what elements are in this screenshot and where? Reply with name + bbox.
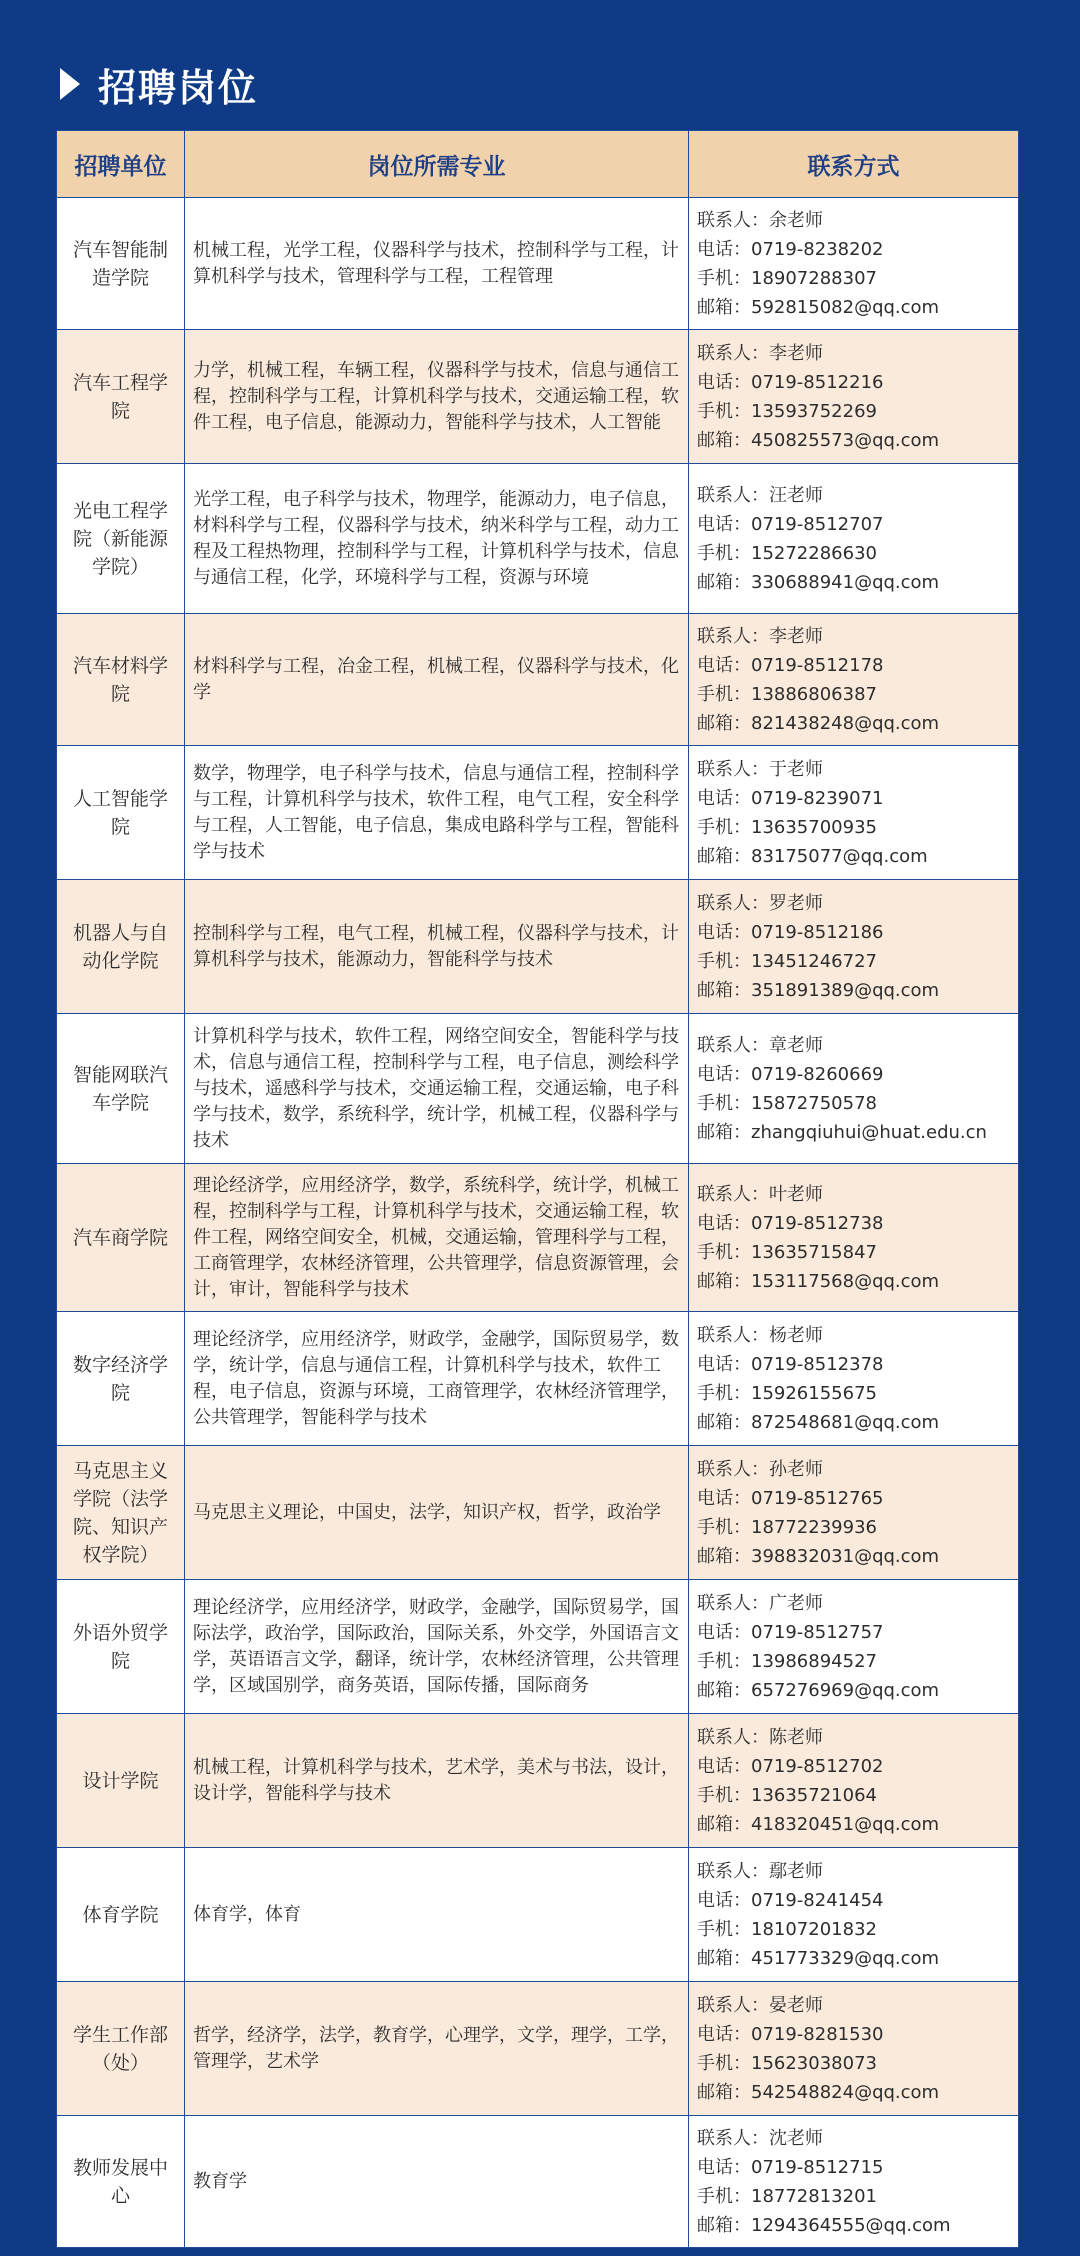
contact-phone-value: 0719-8512702 bbox=[751, 1755, 884, 1777]
contact-email-value[interactable]: 83175077@qq.com bbox=[751, 845, 928, 867]
table-row bbox=[57, 1014, 1019, 1164]
contact-mobile-line bbox=[697, 1513, 1010, 1542]
contact-phone-label: 电话： bbox=[697, 371, 751, 393]
contact-cell bbox=[689, 1714, 1019, 1848]
contact-person-value: 李老师 bbox=[769, 342, 823, 364]
required-majors-cell: 数学，物理学，电子科学与技术，信息与通信工程，控制科学与工程，计算机科学与技术，软件工程，电气工程，安全科学与工程，人工智能，电子信息，集成电路科学与工程，智能科学与技术 bbox=[185, 746, 689, 880]
contact-email-line bbox=[697, 1408, 1010, 1437]
contact-email-line bbox=[697, 568, 1010, 597]
contact-person-line bbox=[697, 1991, 1010, 2020]
contact-email-line bbox=[697, 842, 1010, 871]
contact-email-value[interactable]: 330688941@qq.com bbox=[751, 571, 940, 593]
contact-phone-value: 0719-8512378 bbox=[751, 1353, 884, 1375]
contact-mobile-label: 手机： bbox=[697, 1918, 751, 1940]
contact-mobile-label: 手机： bbox=[697, 2052, 751, 2074]
contact-mobile-label: 手机： bbox=[697, 950, 751, 972]
contact-person-line bbox=[697, 1857, 1010, 1886]
contact-mobile-label: 手机： bbox=[697, 816, 751, 838]
table-row bbox=[57, 880, 1019, 1014]
contact-email-label: 邮箱： bbox=[697, 2081, 751, 2103]
required-majors-cell: 力学，机械工程，车辆工程，仪器科学与技术，信息与通信工程，控制科学与工程，计算机科学与技术，交通运输工程，软件工程，电子信息，能源动力，智能科学与技术，人工智能 bbox=[185, 330, 689, 464]
contact-person-value: 杨老师 bbox=[769, 1324, 823, 1346]
contact-person-line bbox=[697, 622, 1010, 651]
contact-email-value[interactable]: 542548824@qq.com bbox=[751, 2081, 940, 2103]
contact-person-label: 联系人： bbox=[697, 1994, 769, 2016]
contact-email-value[interactable]: 351891389@qq.com bbox=[751, 979, 940, 1001]
contact-phone-line bbox=[697, 1618, 1010, 1647]
contact-email-value[interactable]: 153117568@qq.com bbox=[751, 1270, 940, 1292]
contact-phone-value: 0719-8239071 bbox=[751, 787, 884, 809]
contact-phone-line bbox=[697, 1209, 1010, 1238]
recruiting-unit-cell: 外语外贸学院 bbox=[57, 1580, 185, 1714]
contact-mobile-line bbox=[697, 1781, 1010, 1810]
contact-mobile-value: 15926155675 bbox=[751, 1382, 877, 1404]
contact-person-line bbox=[697, 889, 1010, 918]
contact-email-label: 邮箱： bbox=[697, 571, 751, 593]
contact-person-label: 联系人： bbox=[697, 342, 769, 364]
contact-phone-line bbox=[697, 1886, 1010, 1915]
recruiting-unit-cell: 汽车工程学院 bbox=[57, 330, 185, 464]
contact-person-value: 鄢老师 bbox=[769, 1860, 823, 1882]
table-row bbox=[57, 1446, 1019, 1580]
contact-phone-value: 0719-8512757 bbox=[751, 1621, 884, 1643]
contact-mobile-value: 15623038073 bbox=[751, 2052, 877, 2074]
contact-phone-value: 0719-8512738 bbox=[751, 1212, 884, 1234]
table-row bbox=[57, 1312, 1019, 1446]
contact-email-value[interactable]: 398832031@qq.com bbox=[751, 1545, 940, 1567]
contact-mobile-line bbox=[697, 947, 1010, 976]
contact-phone-value: 0719-8512765 bbox=[751, 1487, 884, 1509]
contact-phone-label: 电话： bbox=[697, 1621, 751, 1643]
required-majors-cell: 机械工程，光学工程，仪器科学与技术，控制科学与工程，计算机科学与技术，管理科学与工程，工程管理 bbox=[185, 198, 689, 330]
contact-email-label: 邮箱： bbox=[697, 845, 751, 867]
contact-email-line bbox=[697, 1542, 1010, 1571]
contact-phone-label: 电话： bbox=[697, 1063, 751, 1085]
contact-cell bbox=[689, 1446, 1019, 1580]
contact-person-label: 联系人： bbox=[697, 892, 769, 914]
recruiting-unit-cell: 汽车智能制造学院 bbox=[57, 198, 185, 330]
required-majors-cell: 材料科学与工程，冶金工程，机械工程，仪器科学与技术，化学 bbox=[185, 614, 689, 746]
contact-phone-value: 0719-8241454 bbox=[751, 1889, 884, 1911]
contact-phone-line bbox=[697, 651, 1010, 680]
table-row bbox=[57, 1714, 1019, 1848]
contact-phone-label: 电话： bbox=[697, 1487, 751, 1509]
table-row bbox=[57, 464, 1019, 614]
contact-email-value[interactable]: 821438248@qq.com bbox=[751, 712, 940, 734]
contact-phone-line bbox=[697, 510, 1010, 539]
contact-person-value: 孙老师 bbox=[769, 1458, 823, 1480]
recruiting-unit-cell: 数字经济学院 bbox=[57, 1312, 185, 1446]
contact-phone-line bbox=[697, 2153, 1010, 2182]
section-header bbox=[60, 56, 258, 112]
contact-mobile-value: 18107201832 bbox=[751, 1918, 877, 1940]
table-row bbox=[57, 2116, 1019, 2248]
contact-email-value[interactable]: 450825573@qq.com bbox=[751, 429, 940, 451]
contact-mobile-line bbox=[697, 264, 1010, 293]
contact-email-label: 邮箱： bbox=[697, 712, 751, 734]
table-row bbox=[57, 330, 1019, 464]
column-header-contact: 联系方式 bbox=[689, 131, 1019, 198]
contact-cell bbox=[689, 1312, 1019, 1446]
contact-email-label: 邮箱： bbox=[697, 429, 751, 451]
contact-phone-value: 0719-8512178 bbox=[751, 654, 884, 676]
contact-mobile-value: 13635700935 bbox=[751, 816, 877, 838]
contact-mobile-label: 手机： bbox=[697, 267, 751, 289]
contact-phone-label: 电话： bbox=[697, 1353, 751, 1375]
contact-person-label: 联系人： bbox=[697, 625, 769, 647]
contact-mobile-line bbox=[697, 813, 1010, 842]
required-majors-cell: 哲学，经济学，法学，教育学，心理学，文学，理学，工学，管理学，艺术学 bbox=[185, 1982, 689, 2116]
contact-phone-label: 电话： bbox=[697, 1212, 751, 1234]
table-row bbox=[57, 1580, 1019, 1714]
contact-mobile-line bbox=[697, 1238, 1010, 1267]
contact-phone-label: 电话： bbox=[697, 2156, 751, 2178]
contact-cell bbox=[689, 1580, 1019, 1714]
contact-mobile-label: 手机： bbox=[697, 1784, 751, 1806]
contact-mobile-line bbox=[697, 2049, 1010, 2078]
contact-email-label: 邮箱： bbox=[697, 1545, 751, 1567]
contact-phone-line bbox=[697, 784, 1010, 813]
contact-mobile-line bbox=[697, 680, 1010, 709]
contact-email-label: 邮箱： bbox=[697, 296, 751, 318]
contact-phone-label: 电话： bbox=[697, 513, 751, 535]
contact-person-value: 晏老师 bbox=[769, 1994, 823, 2016]
contact-phone-label: 电话： bbox=[697, 1755, 751, 1777]
contact-cell bbox=[689, 614, 1019, 746]
contact-phone-value: 0719-8260669 bbox=[751, 1063, 884, 1085]
contact-person-label: 联系人： bbox=[697, 1860, 769, 1882]
contact-email-label: 邮箱： bbox=[697, 1813, 751, 1835]
contact-cell bbox=[689, 330, 1019, 464]
contact-mobile-value: 13635715847 bbox=[751, 1241, 877, 1263]
contact-mobile-line bbox=[697, 1089, 1010, 1118]
contact-mobile-line bbox=[697, 539, 1010, 568]
required-majors-cell: 教育学 bbox=[185, 2116, 689, 2248]
table-row bbox=[57, 1848, 1019, 1982]
contact-person-line bbox=[697, 1455, 1010, 1484]
required-majors-cell: 理论经济学，应用经济学，财政学，金融学，国际贸易学，数学，统计学，信息与通信工程，计算机科学与技术，软件工程，电子信息，资源与环境，工商管理学，农林经济管理学，公共管理学，智能科学与技术 bbox=[185, 1312, 689, 1446]
contact-phone-line bbox=[697, 1350, 1010, 1379]
contact-person-value: 广老师 bbox=[769, 1592, 823, 1614]
triangle-icon bbox=[60, 68, 80, 100]
contact-phone-value: 0719-8512186 bbox=[751, 921, 884, 943]
contact-person-value: 余老师 bbox=[769, 209, 823, 231]
contact-phone-line bbox=[697, 918, 1010, 947]
contact-mobile-value: 18907288307 bbox=[751, 267, 877, 289]
contact-email-line bbox=[697, 1118, 1010, 1147]
contact-person-line bbox=[697, 755, 1010, 784]
required-majors-cell: 控制科学与工程，电气工程，机械工程，仪器科学与技术，计算机科学与技术，能源动力，智能科学与技术 bbox=[185, 880, 689, 1014]
contact-mobile-label: 手机： bbox=[697, 683, 751, 705]
recruiting-unit-cell: 体育学院 bbox=[57, 1848, 185, 1982]
required-majors-cell: 体育学，体育 bbox=[185, 1848, 689, 1982]
contact-email-line bbox=[697, 2211, 1010, 2240]
contact-email-label: 邮箱： bbox=[697, 1679, 751, 1701]
contact-person-line bbox=[697, 2124, 1010, 2153]
contact-mobile-line bbox=[697, 1647, 1010, 1676]
contact-person-label: 联系人： bbox=[697, 1324, 769, 1346]
required-majors-cell: 马克思主义理论，中国史，法学，知识产权，哲学，政治学 bbox=[185, 1446, 689, 1580]
recruiting-unit-cell: 设计学院 bbox=[57, 1714, 185, 1848]
contact-cell bbox=[689, 2116, 1019, 2248]
contact-person-label: 联系人： bbox=[697, 484, 769, 506]
contact-cell bbox=[689, 880, 1019, 1014]
contact-person-line bbox=[697, 1589, 1010, 1618]
recruiting-unit-cell: 人工智能学院 bbox=[57, 746, 185, 880]
required-majors-cell: 机械工程，计算机科学与技术，艺术学，美术与书法，设计，设计学，智能科学与技术 bbox=[185, 1714, 689, 1848]
required-majors-cell: 理论经济学，应用经济学，数学，系统科学，统计学，机械工程，控制科学与工程，计算机科学与技术，交通运输工程，软件工程，网络空间安全，机械，交通运输，管理科学与工程，工商管理学，农林经济管理，公共管理学，信息资源管理，会计，审计，智能科学与技术 bbox=[185, 1164, 689, 1312]
contact-phone-label: 电话： bbox=[697, 787, 751, 809]
contact-phone-line bbox=[697, 1060, 1010, 1089]
contact-mobile-value: 13635721064 bbox=[751, 1784, 877, 1806]
recruiting-unit-cell: 马克思主义学院（法学院、知识产权学院） bbox=[57, 1446, 185, 1580]
contact-phone-line bbox=[697, 2020, 1010, 2049]
contact-phone-value: 0719-8512707 bbox=[751, 513, 884, 535]
contact-email-line bbox=[697, 976, 1010, 1005]
contact-email-line bbox=[697, 1944, 1010, 1973]
contact-email-label: 邮箱： bbox=[697, 979, 751, 1001]
contact-person-line bbox=[697, 1031, 1010, 1060]
table-row bbox=[57, 1164, 1019, 1312]
contact-cell bbox=[689, 464, 1019, 614]
contact-person-value: 于老师 bbox=[769, 758, 823, 780]
contact-person-value: 陈老师 bbox=[769, 1726, 823, 1748]
contact-person-value: 李老师 bbox=[769, 625, 823, 647]
recruiting-unit-cell: 机器人与自动化学院 bbox=[57, 880, 185, 1014]
contact-mobile-label: 手机： bbox=[697, 1516, 751, 1538]
contact-phone-label: 电话： bbox=[697, 921, 751, 943]
contact-person-label: 联系人： bbox=[697, 1726, 769, 1748]
contact-email-value[interactable]: 418320451@qq.com bbox=[751, 1813, 940, 1835]
required-majors-cell: 计算机科学与技术，软件工程，网络空间安全，智能科学与技术，信息与通信工程，控制科学与工程，电子信息，测绘科学与技术，遥感科学与技术，交通运输工程，交通运输，电子科学与技术，数学，系统科学，统计学，机械工程，仪器科学与技术 bbox=[185, 1014, 689, 1164]
contact-email-line bbox=[697, 709, 1010, 738]
contact-cell bbox=[689, 1014, 1019, 1164]
contact-mobile-label: 手机： bbox=[697, 1382, 751, 1404]
contact-email-label: 邮箱： bbox=[697, 1947, 751, 1969]
contact-email-label: 邮箱： bbox=[697, 1121, 751, 1143]
contact-mobile-value: 13451246727 bbox=[751, 950, 877, 972]
contact-phone-value: 0719-8238202 bbox=[751, 238, 884, 260]
contact-mobile-value: 15872750578 bbox=[751, 1092, 877, 1114]
contact-mobile-value: 18772239936 bbox=[751, 1516, 877, 1538]
contact-phone-value: 0719-8512715 bbox=[751, 2156, 884, 2178]
table-row bbox=[57, 1982, 1019, 2116]
contact-person-label: 联系人： bbox=[697, 1034, 769, 1056]
contact-mobile-label: 手机： bbox=[697, 1241, 751, 1263]
contact-person-line bbox=[697, 1723, 1010, 1752]
contact-mobile-label: 手机： bbox=[697, 542, 751, 564]
contact-mobile-line bbox=[697, 2182, 1010, 2211]
contact-mobile-value: 13886806387 bbox=[751, 683, 877, 705]
contact-person-label: 联系人： bbox=[697, 758, 769, 780]
contact-phone-line bbox=[697, 1484, 1010, 1513]
contact-mobile-label: 手机： bbox=[697, 2185, 751, 2207]
table-row bbox=[57, 614, 1019, 746]
recruiting-unit-cell: 学生工作部（处） bbox=[57, 1982, 185, 2116]
contact-person-label: 联系人： bbox=[697, 209, 769, 231]
contact-phone-line bbox=[697, 1752, 1010, 1781]
required-majors-cell: 理论经济学，应用经济学，财政学，金融学，国际贸易学，国际法学，政治学，国际政治，国际关系，外交学，外国语言文学，英语语言文学，翻译，统计学，农林经济管理，公共管理学，区域国别学，商务英语，国际传播，国际商务 bbox=[185, 1580, 689, 1714]
contact-phone-label: 电话： bbox=[697, 238, 751, 260]
contact-person-label: 联系人： bbox=[697, 2127, 769, 2149]
contact-person-line bbox=[697, 1321, 1010, 1350]
table-row bbox=[57, 746, 1019, 880]
recruitment-table bbox=[56, 130, 1019, 2248]
contact-phone-value: 0719-8512216 bbox=[751, 371, 884, 393]
contact-mobile-label: 手机： bbox=[697, 400, 751, 422]
contact-person-label: 联系人： bbox=[697, 1458, 769, 1480]
contact-email-line bbox=[697, 293, 1010, 322]
recruiting-unit-cell: 教师发展中心 bbox=[57, 2116, 185, 2248]
contact-email-line bbox=[697, 1676, 1010, 1705]
contact-person-label: 联系人： bbox=[697, 1592, 769, 1614]
contact-phone-line bbox=[697, 235, 1010, 264]
contact-person-line bbox=[697, 339, 1010, 368]
contact-cell bbox=[689, 1164, 1019, 1312]
contact-email-value[interactable]: 592815082@qq.com bbox=[751, 296, 940, 318]
contact-phone-label: 电话： bbox=[697, 654, 751, 676]
contact-email-line bbox=[697, 426, 1010, 455]
recruiting-unit-cell: 汽车商学院 bbox=[57, 1164, 185, 1312]
contact-email-value[interactable]: 872548681@qq.com bbox=[751, 1411, 940, 1433]
contact-person-value: 沈老师 bbox=[769, 2127, 823, 2149]
contact-mobile-value: 18772813201 bbox=[751, 2185, 877, 2207]
contact-email-line bbox=[697, 2078, 1010, 2107]
contact-phone-line bbox=[697, 368, 1010, 397]
contact-mobile-label: 手机： bbox=[697, 1092, 751, 1114]
contact-email-value[interactable]: 451773329@qq.com bbox=[751, 1947, 940, 1969]
contact-email-label: 邮箱： bbox=[697, 1411, 751, 1433]
recruiting-unit-cell: 智能网联汽车学院 bbox=[57, 1014, 185, 1164]
contact-person-line bbox=[697, 206, 1010, 235]
contact-mobile-line bbox=[697, 1379, 1010, 1408]
contact-phone-label: 电话： bbox=[697, 2023, 751, 2045]
contact-mobile-label: 手机： bbox=[697, 1650, 751, 1672]
contact-person-line bbox=[697, 481, 1010, 510]
recruitment-table-wrap bbox=[56, 130, 1018, 2248]
contact-person-value: 叶老师 bbox=[769, 1183, 823, 1205]
contact-person-line bbox=[697, 1180, 1010, 1209]
contact-cell bbox=[689, 1982, 1019, 2116]
column-header-unit: 招聘单位 bbox=[57, 131, 185, 198]
contact-cell bbox=[689, 1848, 1019, 1982]
table-row bbox=[57, 198, 1019, 330]
contact-phone-value: 0719-8281530 bbox=[751, 2023, 884, 2045]
contact-email-value[interactable]: zhangqiuhui@huat.edu.cn bbox=[751, 1121, 987, 1143]
contact-mobile-value: 13986894527 bbox=[751, 1650, 877, 1672]
contact-email-value[interactable]: 1294364555@qq.com bbox=[751, 2214, 951, 2236]
contact-mobile-value: 13593752269 bbox=[751, 400, 877, 422]
contact-person-value: 章老师 bbox=[769, 1034, 823, 1056]
required-majors-cell: 光学工程，电子科学与技术，物理学，能源动力，电子信息，材料科学与工程，仪器科学与技术，纳米科学与工程，动力工程及工程热物理，控制科学与工程，计算机科学与技术，信息与通信工程，化学，环境科学与工程，资源与环境 bbox=[185, 464, 689, 614]
contact-mobile-value: 15272286630 bbox=[751, 542, 877, 564]
contact-person-value: 罗老师 bbox=[769, 892, 823, 914]
contact-email-label: 邮箱： bbox=[697, 1270, 751, 1292]
contact-cell bbox=[689, 198, 1019, 330]
section-title: 招聘岗位 bbox=[98, 65, 259, 110]
contact-mobile-line bbox=[697, 1915, 1010, 1944]
recruiting-unit-cell: 汽车材料学院 bbox=[57, 614, 185, 746]
contact-person-value: 汪老师 bbox=[769, 484, 823, 506]
contact-person-label: 联系人： bbox=[697, 1183, 769, 1205]
contact-email-line bbox=[697, 1267, 1010, 1296]
contact-email-label: 邮箱： bbox=[697, 2214, 751, 2236]
contact-email-value[interactable]: 657276969@qq.com bbox=[751, 1679, 940, 1701]
table-header-row bbox=[57, 131, 1019, 198]
contact-email-line bbox=[697, 1810, 1010, 1839]
recruiting-unit-cell: 光电工程学院（新能源学院） bbox=[57, 464, 185, 614]
contact-phone-label: 电话： bbox=[697, 1889, 751, 1911]
column-header-majors: 岗位所需专业 bbox=[185, 131, 689, 198]
contact-cell bbox=[689, 746, 1019, 880]
contact-mobile-line bbox=[697, 397, 1010, 426]
